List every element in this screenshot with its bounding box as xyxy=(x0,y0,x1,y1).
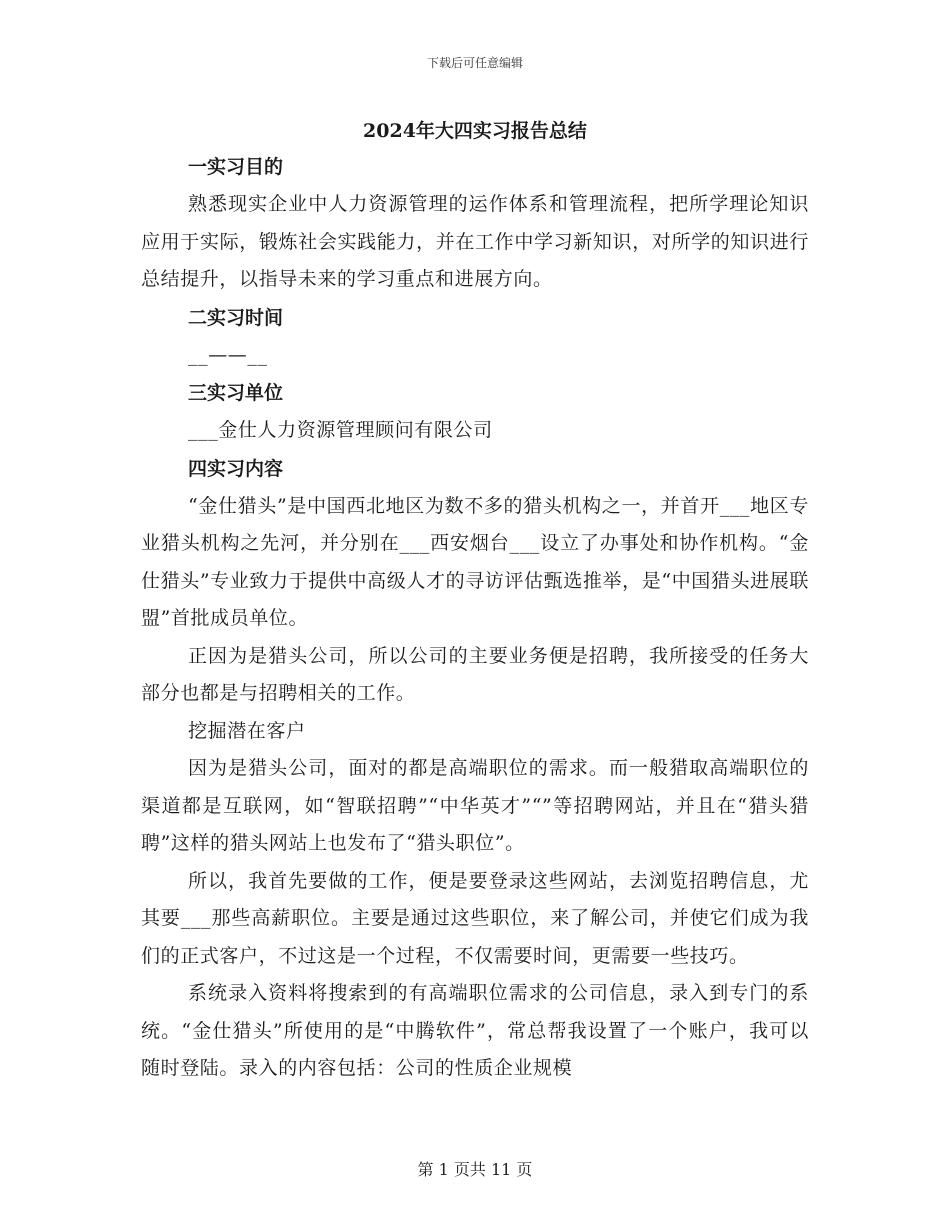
page-footer: 第 1 页共 11 页 xyxy=(417,1160,533,1179)
paragraph-browse: 所以，我首先要做的工作，便是要登录这些网站，去浏览招聘信息，尤其要___那些高薪职位。主要是通过这些职位，来了解公司，并使它们成为我们的正式客户，不过这是一个过程，不仅需要时间，更需要一些技巧。 xyxy=(141,869,809,967)
document-title: 2024年大四实习报告总结 xyxy=(363,120,587,142)
section-heading-purpose: 一实习目的 xyxy=(188,156,284,178)
paragraph-company-intro: “金仕猎头”是中国西北地区为数不多的猎头机构之一，并首开___地区专业猎头机构之先河，并分别在___西安烟台___设立了办事处和协作机构。“金仕猎头”专业致力于提供中高级人才的寻访评估甄选推举，是“中国猎头进展联盟”首批成员单位。 xyxy=(141,494,809,629)
subheading-clients: 挖掘潜在客户 xyxy=(188,719,306,742)
section-heading-content: 四实习内容 xyxy=(188,457,284,480)
paragraph-purpose: 熟悉现实企业中人力资源管理的运作体系和管理流程，把所学理论知识应用于实际，锻炼社会实践能力，并在工作中学习新知识，对所学的知识进行总结提升，以指导未来的学习重点和进展方向。 xyxy=(141,193,809,290)
section-heading-unit: 三实习单位 xyxy=(188,382,284,404)
paragraph-business: 正因为是猎头公司，所以公司的主要业务便是招聘，我所接受的任务大部分也都是与招聘相关的工作。 xyxy=(141,644,809,704)
document-body xyxy=(141,148,809,1088)
paragraph-system: 系统录入资料将搜索到的有高端职位需求的公司信息，录入到专门的系统。“金仕猎头”所使用的是“中腾软件”，常总帮我设置了一个账户，我可以随时登陆。录入的内容包括：公司的性质企业规模 xyxy=(141,982,809,1079)
paragraph-channels: 因为是猎头公司，面对的都是高端职位的需求。而一般猎取高端职位的渠道都是互联网，如“智联招聘”“中华英才”“”等招聘网站，并且在“猎头猎聘”这样的猎头网站上也发布了“猎头职位”。 xyxy=(141,757,809,854)
header-note: 下载后可任意编辑 xyxy=(426,56,523,70)
unit-value: ___金仕人力资源管理顾问有限公司 xyxy=(188,419,493,441)
section-heading-time: 二实习时间 xyxy=(188,306,284,329)
time-value: __——__ xyxy=(188,343,268,366)
